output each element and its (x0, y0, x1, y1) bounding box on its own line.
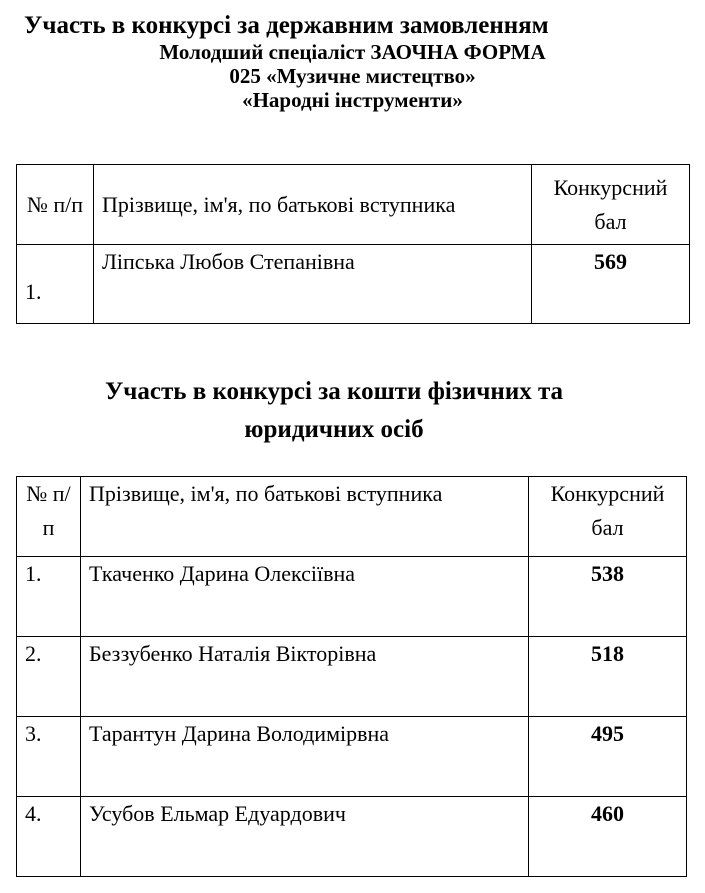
section-title-line1: Участь в конкурсі за кошти фізичних та (104, 378, 564, 405)
row-name: Усубов Ельмар Едуардович (81, 797, 529, 877)
row-name: Тарантун Дарина Володимірвна (81, 717, 529, 797)
private-funding-table (16, 476, 687, 877)
header-number: № п/п (17, 165, 94, 245)
specialty: 025 «Музичне мистецтво» (229, 64, 476, 88)
table-row (17, 717, 687, 797)
table-row (17, 557, 687, 637)
row-number: 2. (17, 637, 81, 717)
education-level: Молодший спеціаліст ЗАОЧНА ФОРМА (159, 40, 546, 64)
row-name: Беззубенко Наталія Вікторівна (81, 637, 529, 717)
table-header-row (17, 165, 690, 245)
table-row (17, 637, 687, 717)
header-score: Конкурсний бал (532, 165, 690, 245)
header-score: Конкурсний бал (529, 477, 687, 557)
row-number: 1. (17, 245, 94, 324)
header-name: Прізвище, ім'я, по батькові вступника (94, 165, 532, 245)
row-number: 1. (17, 557, 81, 637)
row-score: 495 (529, 717, 687, 797)
header-number: № п/п (17, 477, 81, 557)
row-name: Ткаченко Дарина Олексіївна (81, 557, 529, 637)
row-score: 538 (529, 557, 687, 637)
row-score: 569 (532, 245, 690, 324)
table-row (17, 797, 687, 877)
row-number: 4. (17, 797, 81, 877)
row-number: 3. (17, 717, 81, 797)
row-score: 460 (529, 797, 687, 877)
state-order-table (16, 164, 690, 324)
row-name: Ліпська Любов Степанівна (94, 245, 532, 324)
section-title-line2: юридичних осіб (244, 416, 424, 443)
table-header-row (17, 477, 687, 557)
header-name: Прізвище, ім'я, по батькові вступника (81, 477, 529, 557)
row-score: 518 (529, 637, 687, 717)
program: «Народні інструменти» (242, 88, 463, 112)
table-row (17, 245, 690, 324)
page-title: Участь в конкурсі за державним замовленням (24, 12, 549, 39)
